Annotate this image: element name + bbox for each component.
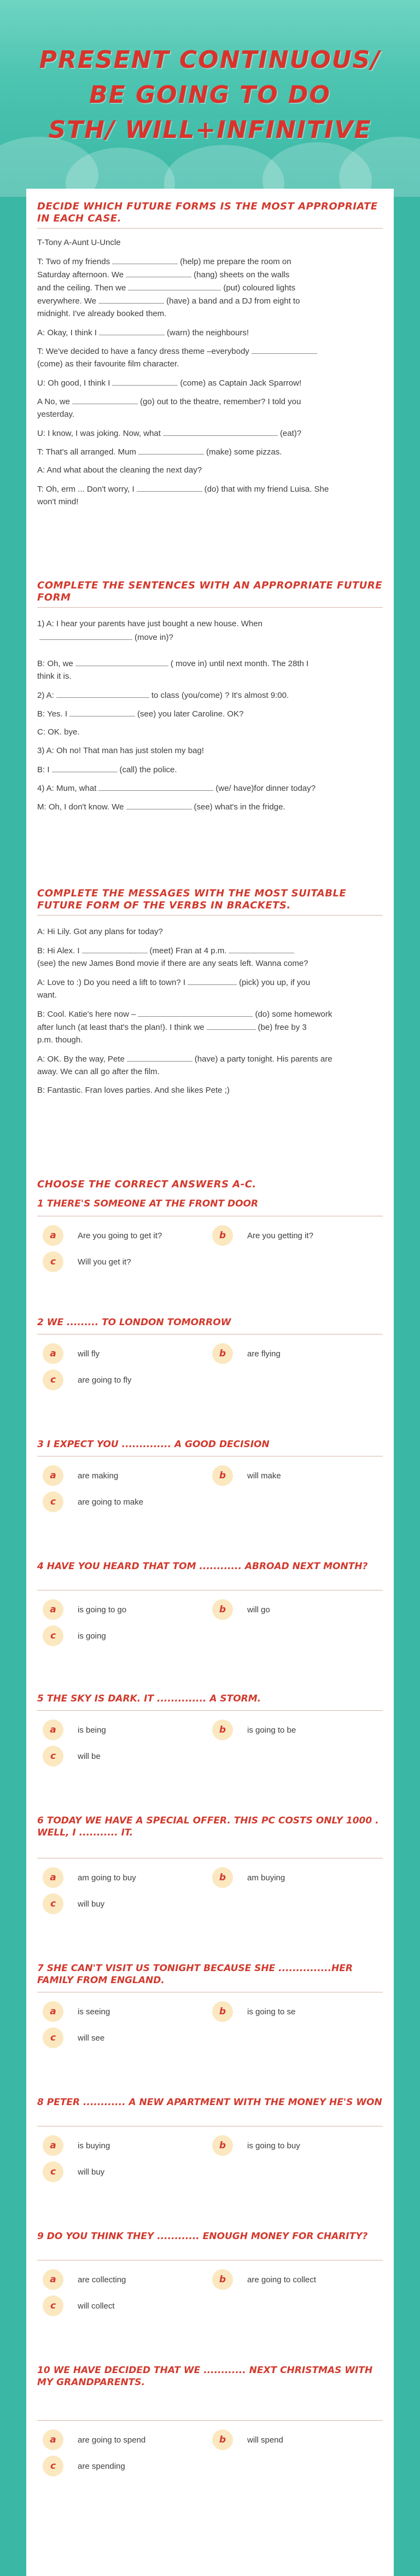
text-line: 2) A: to class (you/come) ? It's almost 9:00. xyxy=(37,689,383,702)
option-badge: c xyxy=(43,1893,63,1914)
option-badge: b xyxy=(212,1225,233,1246)
option-badge: c xyxy=(43,2027,63,2048)
answer-blank[interactable] xyxy=(75,657,168,666)
option-a[interactable] xyxy=(43,1343,100,1365)
option-text: will fly xyxy=(78,1349,100,1359)
option-text: Are you going to get it? xyxy=(78,1231,162,1240)
option-badge: b xyxy=(212,1465,233,1486)
option-text: are flying xyxy=(247,1349,281,1359)
option-b[interactable] xyxy=(212,1719,296,1741)
option-text: is going to go xyxy=(78,1605,127,1615)
answer-blank[interactable] xyxy=(39,631,132,640)
text-line: A: Okay, I think I (warn) the neighbours! xyxy=(37,327,383,339)
option-text: Will you get it? xyxy=(78,1257,131,1267)
option-a[interactable] xyxy=(43,2269,126,2291)
option-text: is going xyxy=(78,1631,106,1641)
option-badge: a xyxy=(43,1465,63,1486)
option-badge: a xyxy=(43,1343,63,1364)
option-text: are making xyxy=(78,1471,119,1481)
option-badge: a xyxy=(43,1599,63,1620)
option-c[interactable] xyxy=(43,1369,131,1391)
section-3-title: COMPLETE THE MESSAGES WITH THE MOST SUITABLE FUTURE FORM OF THE VERBS IN BRACKETS. xyxy=(37,888,347,911)
text-line: away. We can all go after the film. xyxy=(37,1067,160,1076)
question-1-title: 1 THERE'S SOMEONE AT THE FRONT DOOR xyxy=(37,1198,259,1209)
option-badge: b xyxy=(212,2269,233,2290)
text-line: won't mind! xyxy=(37,497,79,506)
option-text: am buying xyxy=(247,1873,285,1883)
option-badge: a xyxy=(43,1867,63,1888)
option-text: is going to se xyxy=(247,2007,296,2016)
option-text: are collecting xyxy=(78,2275,126,2284)
option-text: will go xyxy=(247,1605,270,1615)
option-a[interactable] xyxy=(43,2135,110,2157)
answer-blank[interactable] xyxy=(163,427,278,436)
option-text: will see xyxy=(78,2033,105,2043)
section-1-title: DECIDE WHICH FUTURE FORMS IS THE MOST APPROPRIATE IN EACH CASE. xyxy=(37,201,378,224)
divider xyxy=(37,915,383,916)
answer-blank[interactable] xyxy=(112,255,178,264)
option-badge: c xyxy=(43,2456,63,2476)
text-line: U: Oh good, I think I (come) as Captain Jack Sparrow! xyxy=(37,377,383,389)
section-4-title: CHOOSE THE CORRECT ANSWERS A-C. xyxy=(37,1179,256,1190)
answer-blank[interactable] xyxy=(137,483,202,492)
option-b[interactable] xyxy=(212,2269,316,2291)
text-line: T-Tony A-Aunt U-Uncle xyxy=(37,238,121,247)
text-line: (see) the new James Bond movie if there are any seats left. Wanna come? xyxy=(37,959,308,968)
text-line: (move in)? xyxy=(37,631,383,644)
option-c[interactable] xyxy=(43,1491,143,1513)
text-line: T: Two of my friends (help) me prepare the room on xyxy=(37,255,383,268)
text-line: after lunch (at least that's the plan!). I think we (be) free by 3 xyxy=(37,1021,383,1034)
answer-blank[interactable] xyxy=(126,269,191,277)
option-text: is being xyxy=(78,1725,106,1735)
option-b[interactable] xyxy=(212,1343,281,1365)
option-text: will spend xyxy=(247,2435,283,2445)
option-text: are going to fly xyxy=(78,1375,132,1385)
text-line: A: OK. By the way, Pete (have) a party tonight. His parents are xyxy=(37,1053,383,1065)
text-line: C: OK. bye. xyxy=(37,727,80,737)
header-banner xyxy=(0,0,420,197)
option-c[interactable] xyxy=(43,1745,101,1767)
divider xyxy=(37,1710,383,1711)
answer-blank[interactable] xyxy=(99,327,165,335)
option-a[interactable] xyxy=(43,1719,106,1741)
section-2-title: COMPLETE THE SENTENCES WITH AN APPROPRIATE FUTURE FORM xyxy=(37,580,382,603)
answer-blank[interactable] xyxy=(207,1021,256,1030)
text-line: A No, we (go) out to the theatre, remember? I told you xyxy=(37,395,383,408)
text-line: yesterday. xyxy=(37,410,75,419)
option-badge: c xyxy=(43,2295,63,2316)
text-line: A: Love to :) Do you need a lift to town? I (pick) you up, if you xyxy=(37,976,383,989)
text-line: and the ceiling. Then we (put) coloured lights xyxy=(37,282,383,294)
text-line: want. xyxy=(37,990,57,1000)
option-badge: a xyxy=(43,1720,63,1740)
text-line: T: That's all arranged. Mum (make) some pizzas. xyxy=(37,446,383,458)
question-7-title: 7 SHE CAN'T VISIT US TONIGHT BECAUSE SHE ...............HER FAMILY FROM ENGLAND. xyxy=(37,1963,353,1986)
text-line: 3) A: Oh no! That man has just stolen my bag! xyxy=(37,746,204,755)
option-c[interactable] xyxy=(43,1893,104,1915)
question-4-title: 4 HAVE YOU HEARD THAT TOM ............ ABROAD NEXT MONTH? xyxy=(37,1561,368,1572)
text-line: M: Oh, I don't know. We (see) what's in the fridge. xyxy=(37,801,383,813)
option-badge: a xyxy=(43,1225,63,1246)
option-badge: c xyxy=(43,1625,63,1646)
text-line: B: Fantastic. Fran loves parties. And she likes Pete ;) xyxy=(37,1086,230,1095)
text-line: Saturday afternoon. We (hang) sheets on the walls xyxy=(37,269,383,281)
option-b[interactable] xyxy=(212,2135,300,2157)
option-badge: b xyxy=(212,2135,233,2156)
answer-blank[interactable] xyxy=(82,945,148,953)
answer-blank[interactable] xyxy=(252,345,317,354)
worksheet xyxy=(26,189,394,2576)
option-text: is seeing xyxy=(78,2007,110,2016)
text-line: (come) as their favourite film character. xyxy=(37,359,179,369)
option-badge: c xyxy=(43,1251,63,1272)
option-badge: a xyxy=(43,2001,63,2022)
answer-blank[interactable] xyxy=(69,708,135,716)
option-text: am going to buy xyxy=(78,1873,136,1883)
option-text: is buying xyxy=(78,2141,110,2150)
option-badge: c xyxy=(43,2161,63,2182)
option-badge: a xyxy=(43,2429,63,2450)
text-line: everywhere. We (have) a band and a DJ from eight to xyxy=(37,295,383,307)
option-a[interactable] xyxy=(43,2001,110,2023)
option-text: will buy xyxy=(78,1899,105,1909)
answer-blank[interactable] xyxy=(98,782,213,791)
option-c[interactable] xyxy=(43,1251,131,1273)
option-text: are going to collect xyxy=(247,2275,316,2284)
option-c[interactable] xyxy=(43,2027,104,2049)
option-a[interactable] xyxy=(43,1599,126,1621)
answer-blank[interactable] xyxy=(126,801,192,809)
option-b[interactable] xyxy=(212,1465,281,1487)
option-a[interactable] xyxy=(43,1867,136,1889)
option-b[interactable] xyxy=(212,1225,313,1246)
option-text: Are you getting it? xyxy=(247,1231,313,1240)
text-line: midnight. I've already booked them. xyxy=(37,309,167,318)
divider xyxy=(37,607,383,608)
option-badge: a xyxy=(43,2269,63,2290)
option-badge: c xyxy=(43,1491,63,1512)
text-line: B: Cool. Katie's here now – (do) some homework xyxy=(37,1008,383,1021)
text-line: A: And what about the cleaning the next day? xyxy=(37,465,202,475)
text-line: 4) A: Mum, what (we/ have)for dinner today? xyxy=(37,782,383,795)
answer-blank[interactable] xyxy=(72,395,138,404)
option-a[interactable] xyxy=(43,1465,118,1487)
question-6-title: 6 TODAY WE HAVE A SPECIAL OFFER. THIS PC COSTS ONLY 1000 . WELL, I ........... IT. xyxy=(37,1815,379,1838)
question-9-title: 9 DO YOU THINK THEY ............ ENOUGH MONEY FOR CHARITY? xyxy=(37,2231,368,2242)
text-line: U: I know, I was joking. Now, what (eat)? xyxy=(37,427,383,440)
option-c[interactable] xyxy=(43,2161,104,2183)
option-badge: b xyxy=(212,1867,233,1888)
question-8-title: 8 PETER ............ A NEW APARTMENT WITH THE MONEY HE'S WON xyxy=(37,2097,382,2108)
question-2-title: 2 WE ......... TO LONDON TOMORROW xyxy=(37,1317,231,1328)
option-badge: b xyxy=(212,1599,233,1620)
option-badge: c xyxy=(43,1369,63,1390)
text-line: 1) A: I hear your parents have just bought a new house. When xyxy=(37,619,262,628)
title-line-3: STH/ WILL+INFINITIVE xyxy=(48,116,372,144)
option-text: will collect xyxy=(78,2301,115,2311)
option-c[interactable] xyxy=(43,1625,106,1647)
option-text: is going to be xyxy=(247,1725,296,1735)
answer-blank[interactable] xyxy=(98,295,164,304)
text-line: B: Hi Alex. I (meet) Fran at 4 p.m. xyxy=(37,945,383,957)
option-badge: b xyxy=(212,2429,233,2450)
option-badge: b xyxy=(212,1343,233,1364)
option-text: are going to make xyxy=(78,1497,144,1507)
title-line-1: PRESENT CONTINUOUS/ xyxy=(39,46,381,74)
answer-blank[interactable] xyxy=(52,764,118,772)
title-line-2: BE GOING TO DO xyxy=(89,81,331,109)
text-line: B: Yes. I (see) you later Caroline. OK? xyxy=(37,708,383,720)
option-text: are spending xyxy=(78,2461,125,2471)
option-a[interactable] xyxy=(43,2429,145,2451)
option-text: are going to spend xyxy=(78,2435,146,2445)
divider xyxy=(37,228,383,229)
text-line: T: We've decided to have a fancy dress theme –everybody xyxy=(37,345,383,358)
option-b[interactable] xyxy=(212,2429,283,2451)
option-a[interactable] xyxy=(43,1225,162,1246)
answer-blank[interactable] xyxy=(127,1053,192,1062)
question-10-title: 10 WE HAVE DECIDED THAT WE ............ NEXT CHRISTMAS WITH MY GRANDPARENTS. xyxy=(37,2365,373,2388)
option-b[interactable] xyxy=(212,2001,295,2023)
option-text: will make xyxy=(247,1471,281,1481)
option-text: is going to buy xyxy=(247,2141,300,2150)
answer-blank[interactable] xyxy=(229,945,294,953)
option-b[interactable] xyxy=(212,1867,285,1889)
option-badge: a xyxy=(43,2135,63,2156)
option-text: will be xyxy=(78,1751,101,1761)
option-text: will buy xyxy=(78,2167,105,2177)
answer-blank[interactable] xyxy=(112,377,178,386)
option-c[interactable] xyxy=(43,2295,115,2317)
option-badge: b xyxy=(212,2001,233,2022)
answer-blank[interactable] xyxy=(138,446,204,454)
text-line: p.m. though. xyxy=(37,1035,83,1045)
option-c[interactable] xyxy=(43,2455,125,2477)
text-line: think it is. xyxy=(37,672,72,681)
answer-blank[interactable] xyxy=(56,689,149,698)
text-line: B: I (call) the police. xyxy=(37,764,383,776)
option-b[interactable] xyxy=(212,1599,270,1621)
answer-blank[interactable] xyxy=(128,282,221,290)
option-badge: c xyxy=(43,1746,63,1767)
text-line: B: Oh, we ( move in) until next month. The 28th I xyxy=(37,657,383,670)
question-3-title: 3 I EXPECT YOU .............. A GOOD DECISION xyxy=(37,1439,270,1450)
answer-blank[interactable] xyxy=(138,1008,253,1017)
text-line: T: Oh, erm ... Don't worry, I (do) that with my friend Luisa. She xyxy=(37,483,383,496)
divider xyxy=(37,2420,383,2421)
answer-blank[interactable] xyxy=(188,976,237,985)
option-badge: b xyxy=(212,1720,233,1740)
text-line: A: Hi Lily. Got any plans for today? xyxy=(37,927,163,936)
page-title xyxy=(33,43,387,148)
question-5-title: 5 THE SKY IS DARK. IT .............. A STORM. xyxy=(37,1693,261,1704)
